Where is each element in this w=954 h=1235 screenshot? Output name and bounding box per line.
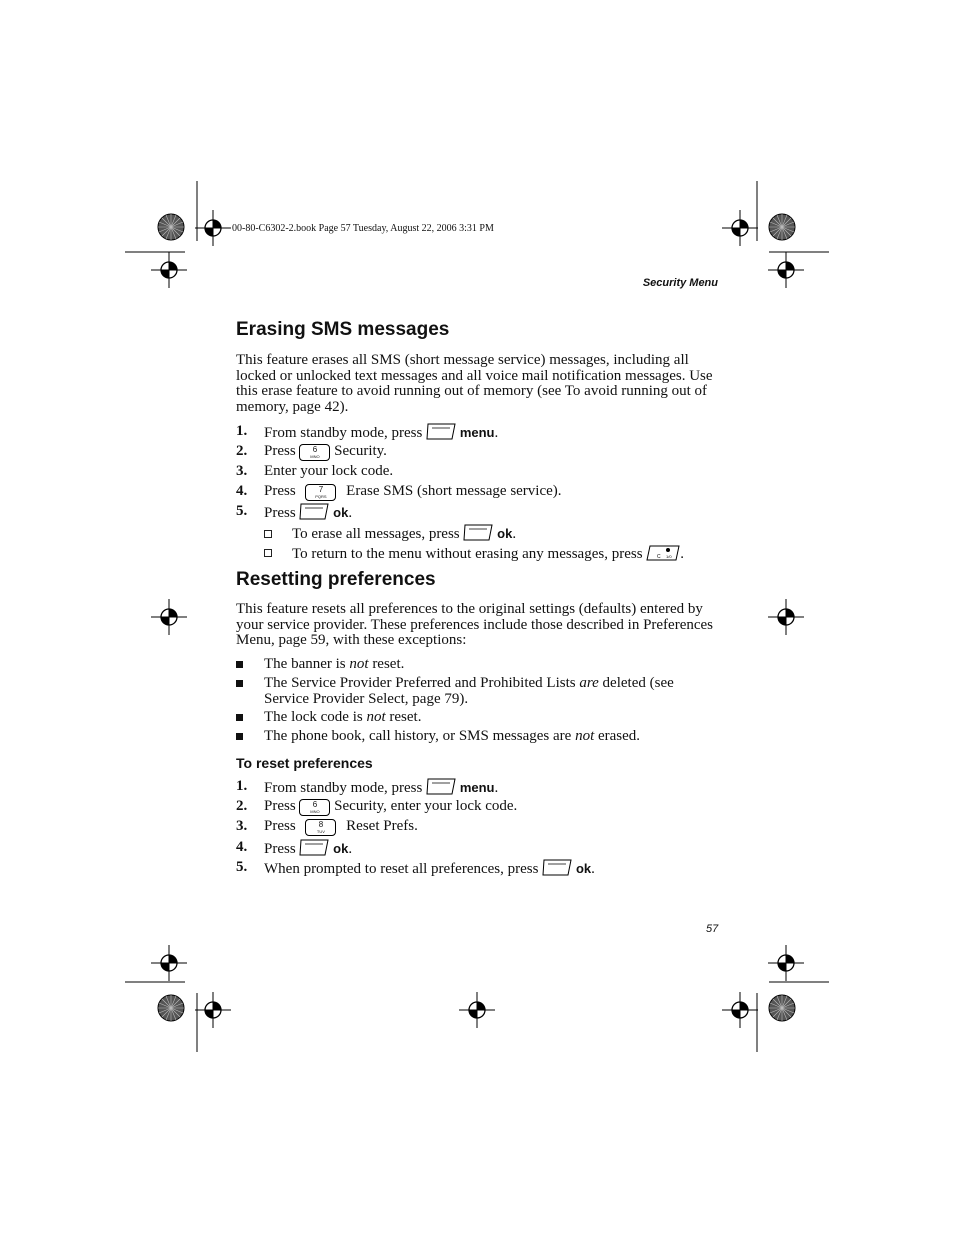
softkey-icon xyxy=(299,503,329,520)
keypad-6-icon: 6 MNO xyxy=(299,799,330,816)
step-text: Press xyxy=(264,505,296,521)
svg-text:C: C xyxy=(657,554,661,560)
softkey-icon xyxy=(542,859,572,876)
bullet-square-icon xyxy=(236,680,243,687)
step-number: 5. xyxy=(236,503,248,519)
checkbox-bullet-icon xyxy=(264,549,272,557)
keypad-7-icon: 7 PQRS xyxy=(305,484,336,501)
page-number: 57 xyxy=(706,923,719,935)
step-number: 4. xyxy=(236,839,248,855)
step-number: 1. xyxy=(236,778,248,794)
step-text: Press xyxy=(264,798,296,814)
section-intro-resetting-preferences: This feature resets all preferences to the original settings (defaults) entered by your service provider. These preferences include those described in Preferences Menu, page 59, with these exceptions: xyxy=(236,601,714,648)
keypad-8-icon: 8 TUV xyxy=(305,819,336,836)
svg-text:1/0: 1/0 xyxy=(666,554,672,559)
step-number: 2. xyxy=(236,443,248,459)
step-number: 2. xyxy=(236,798,248,814)
softkey-label: menu xyxy=(459,780,495,795)
bullet-square-icon xyxy=(236,661,243,668)
step-text: Press xyxy=(264,483,296,499)
step-text: Press xyxy=(264,443,296,459)
section-title-resetting-preferences: Resetting preferences xyxy=(236,569,436,590)
print-slug: 00-80-C6302-2.book Page 57 Tuesday, August 22, 2006 3:31 PM xyxy=(232,223,494,234)
checkbox-bullet-icon xyxy=(264,530,272,538)
softkey-label: ok xyxy=(575,861,592,876)
step-number: 4. xyxy=(236,483,248,499)
step-number: 5. xyxy=(236,859,248,875)
clear-key-icon xyxy=(646,543,680,561)
section-intro-erasing-sms: This feature erases all SMS (short message service) messages, including all locked or unlocked text messages and all voice mail notification messages. Use this erase feature to avoid running out of memory (see To avoid running out of memory, page 42). xyxy=(236,352,713,415)
step-number: 3. xyxy=(236,818,248,834)
softkey-icon xyxy=(426,423,456,440)
softkey-label: menu xyxy=(459,425,495,440)
step-number: 3. xyxy=(236,463,248,479)
keypad-6-icon: 6 MNO xyxy=(299,444,330,461)
step-text: Press xyxy=(264,818,296,834)
softkey-label: ok xyxy=(333,505,349,520)
subsection-title: To reset preferences xyxy=(236,755,373,771)
section-title-erasing-sms: Erasing SMS messages xyxy=(236,319,450,340)
bullet-square-icon xyxy=(236,714,243,721)
softkey-icon xyxy=(463,524,493,541)
softkey-icon xyxy=(299,839,329,856)
step-text: From standby mode, press xyxy=(264,780,423,796)
running-head: Security Menu xyxy=(642,277,718,289)
step-number: 1. xyxy=(236,423,248,439)
bullet-square-icon xyxy=(236,733,243,740)
step-text: From standby mode, press xyxy=(264,425,423,441)
step-text: When prompted to reset all preferences, press xyxy=(264,861,539,877)
step-text: Press xyxy=(264,841,296,857)
softkey-label: ok xyxy=(497,526,513,541)
softkey-icon xyxy=(426,778,456,795)
softkey-label: ok xyxy=(333,841,349,856)
step-text: Enter your lock code. xyxy=(264,463,394,479)
